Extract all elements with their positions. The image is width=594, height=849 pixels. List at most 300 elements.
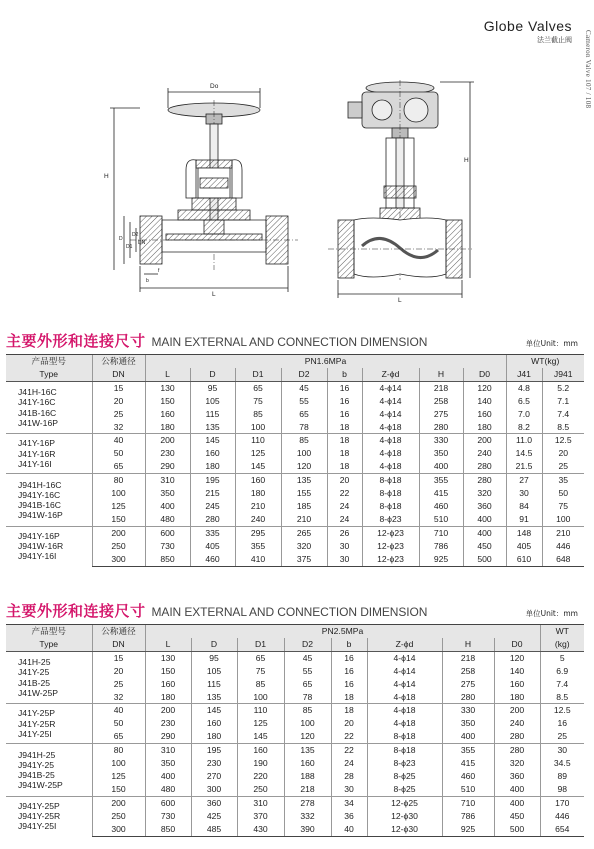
- header-dn-cn: 公称通径: [92, 355, 145, 368]
- table-cell: 125: [237, 717, 284, 730]
- table-cell: 18: [327, 460, 362, 473]
- header-type-en: Type: [6, 638, 92, 651]
- table-cell: 4-ϕ14: [362, 395, 419, 408]
- table-row: [6, 717, 584, 730]
- table-cell: 150: [92, 513, 145, 526]
- model-name: J941B-25: [18, 769, 55, 780]
- table-row: [6, 421, 584, 434]
- model-name: J41Y-16R: [18, 448, 56, 459]
- table-cell: 430: [237, 823, 284, 836]
- table-cell: 125: [92, 500, 145, 513]
- label-dn: DN: [138, 240, 146, 246]
- dimension-table-pn16: [6, 354, 584, 567]
- table-cell: 25: [92, 678, 145, 691]
- table-cell: 18: [331, 704, 367, 717]
- section-title-en: MAIN EXTERNAL AND CONNECTION DIMENSION: [151, 335, 428, 349]
- table-cell: 610: [506, 553, 542, 566]
- table-cell: 400: [463, 526, 506, 539]
- table-cell: 4-ϕ14: [367, 651, 442, 664]
- table-cell: 4-ϕ14: [362, 381, 419, 394]
- table-cell: 320: [281, 540, 327, 553]
- table-cell: 135: [190, 421, 235, 434]
- table-cell: 320: [494, 757, 540, 770]
- model-name: J41Y-25: [18, 667, 50, 678]
- table-cell: 278: [284, 796, 331, 809]
- header-pressure: PN1.6MPa: [145, 355, 506, 368]
- table-cell: 210: [281, 513, 327, 526]
- table-cell: 200: [463, 434, 506, 447]
- table-cell: 4-ϕ18: [367, 704, 442, 717]
- table-cell: 65: [237, 651, 284, 664]
- table-cell: 280: [442, 691, 494, 704]
- table-cell: 850: [145, 553, 190, 566]
- header-col-d2: D2: [281, 368, 327, 381]
- header-col-d: D: [190, 368, 235, 381]
- table-cell: 25: [540, 730, 584, 743]
- table-cell: 4-ϕ18: [367, 717, 442, 730]
- table-row: [6, 460, 584, 473]
- table-cell: 12-ϕ25: [367, 796, 442, 809]
- section-title-cn: 主要外形和连接尺寸: [6, 602, 146, 620]
- table-cell: 8.2: [506, 421, 542, 434]
- table-cell: 4-ϕ18: [362, 447, 419, 460]
- table-cell: 160: [237, 744, 284, 757]
- table-row: [6, 783, 584, 796]
- table-cell: 120: [281, 460, 327, 473]
- table-cell: 200: [92, 796, 145, 809]
- table-cell: 16: [327, 395, 362, 408]
- header-col-d2: D2: [284, 638, 331, 651]
- header-col-d1: D1: [237, 638, 284, 651]
- table-cell: 8-ϕ18: [362, 500, 419, 513]
- header-col-wt-j41: J41: [506, 368, 542, 381]
- table-cell: 400: [494, 796, 540, 809]
- table-header-row: [6, 625, 584, 638]
- table-cell: 400: [463, 513, 506, 526]
- table-row: [6, 796, 584, 809]
- table-cell: 710: [442, 796, 494, 809]
- table-cell: 55: [284, 665, 331, 678]
- table-cell: 405: [506, 540, 542, 553]
- table-cell: 4-ϕ14: [362, 408, 419, 421]
- table-cell: 35: [542, 474, 584, 487]
- header-col-b: b: [327, 368, 362, 381]
- table-cell: 332: [284, 810, 331, 823]
- table-cell: 12-ϕ30: [367, 810, 442, 823]
- table-cell: 125: [235, 447, 281, 460]
- table-cell: 480: [145, 513, 190, 526]
- table-cell: 190: [237, 757, 284, 770]
- table-cell: 265: [281, 526, 327, 539]
- table-cell: 32: [92, 691, 145, 704]
- table-cell: 240: [463, 447, 506, 460]
- table-cell: 18: [327, 447, 362, 460]
- table-cell: 130: [145, 381, 190, 394]
- table-cell: 16: [331, 651, 367, 664]
- table-row: [6, 691, 584, 704]
- table-cell: 230: [145, 447, 190, 460]
- table-cell: 210: [235, 500, 281, 513]
- table-cell: 110: [235, 434, 281, 447]
- table-cell: 24: [327, 513, 362, 526]
- table-cell: 120: [463, 381, 506, 394]
- table-cell: 5.2: [542, 381, 584, 394]
- table-cell: 180: [235, 487, 281, 500]
- table-cell: 12-ϕ23: [362, 526, 419, 539]
- table-cell: 310: [145, 744, 191, 757]
- table-cell: 8-ϕ23: [362, 513, 419, 526]
- model-list: [6, 704, 92, 744]
- table-cell: 200: [145, 704, 191, 717]
- table-cell: 40: [92, 704, 145, 717]
- table-cell: 275: [442, 678, 494, 691]
- table-cell: 135: [284, 744, 331, 757]
- electric-globe-valve-drawing: [328, 80, 474, 298]
- table-cell: 20: [331, 717, 367, 730]
- table-cell: 600: [145, 796, 191, 809]
- table-cell: 180: [463, 421, 506, 434]
- manual-globe-valve-drawing: [110, 88, 298, 292]
- table-cell: 240: [494, 717, 540, 730]
- table-cell: 188: [284, 770, 331, 783]
- table-row: [6, 810, 584, 823]
- model-name: J941Y-25: [18, 759, 54, 770]
- header-weight: WT(kg): [506, 355, 584, 368]
- table-cell: 310: [237, 796, 284, 809]
- header-col-l: L: [145, 368, 190, 381]
- label-do: Do: [210, 83, 219, 90]
- model-name: J41H-16C: [18, 387, 57, 398]
- table-cell: 4-ϕ18: [367, 691, 442, 704]
- table-cell: 160: [145, 408, 190, 421]
- table-cell: 460: [419, 500, 463, 513]
- table-cell: 120: [284, 730, 331, 743]
- label-l: L: [212, 291, 216, 298]
- table-cell: 4-ϕ18: [362, 421, 419, 434]
- table-cell: 95: [190, 381, 235, 394]
- label-b: b: [146, 278, 149, 284]
- table-cell: 710: [419, 526, 463, 539]
- model-name: J41W-16P: [18, 417, 58, 428]
- header-col-zd: Z-ϕd: [362, 368, 419, 381]
- header-dn-en: DN: [92, 638, 145, 651]
- header-dn-en: DN: [92, 368, 145, 381]
- table-row: [6, 823, 584, 836]
- table-cell: 45: [284, 651, 331, 664]
- table-cell: 275: [419, 408, 463, 421]
- table-cell: 24: [327, 500, 362, 513]
- section-title-en: MAIN EXTERNAL AND CONNECTION DIMENSION: [151, 605, 428, 619]
- table-cell: 100: [281, 447, 327, 460]
- table-cell: 300: [191, 783, 237, 796]
- table-cell: 105: [191, 665, 237, 678]
- table-cell: 148: [506, 526, 542, 539]
- table-cell: 6.9: [540, 665, 584, 678]
- table-cell: 310: [145, 474, 190, 487]
- table-cell: 510: [442, 783, 494, 796]
- model-name: J941Y-25P: [18, 801, 60, 812]
- table-header-row: [6, 355, 584, 368]
- table-cell: 290: [145, 730, 191, 743]
- table-cell: 100: [235, 421, 281, 434]
- table-cell: 150: [145, 395, 190, 408]
- table-cell: 210: [542, 526, 584, 539]
- table-cell: 7.1: [542, 395, 584, 408]
- table-row: [6, 434, 584, 447]
- table-cell: 135: [281, 474, 327, 487]
- table-cell: 95: [191, 651, 237, 664]
- table-cell: 280: [463, 460, 506, 473]
- header-type-en: Type: [6, 368, 92, 381]
- table-cell: 250: [92, 810, 145, 823]
- table-cell: 125: [92, 770, 145, 783]
- table-cell: 12.5: [540, 704, 584, 717]
- section-title-pn25: [6, 600, 427, 618]
- table-cell: 120: [494, 651, 540, 664]
- table-cell: 20: [92, 665, 145, 678]
- table-cell: 12-ϕ23: [362, 540, 419, 553]
- table-cell: 80: [92, 474, 145, 487]
- table-cell: 218: [284, 783, 331, 796]
- model-name: J41Y-16P: [18, 438, 55, 449]
- table-row: [6, 487, 584, 500]
- table-cell: 18: [327, 434, 362, 447]
- model-list: [6, 744, 92, 797]
- table-cell: 485: [191, 823, 237, 836]
- table-cell: 75: [542, 500, 584, 513]
- table-cell: 14.5: [506, 447, 542, 460]
- label-d: D: [119, 236, 123, 242]
- table-cell: 258: [419, 395, 463, 408]
- table-cell: 65: [284, 678, 331, 691]
- table-cell: 185: [281, 500, 327, 513]
- table-cell: 50: [92, 447, 145, 460]
- table-cell: 40: [92, 434, 145, 447]
- unit-label: 单位Unit：mm: [525, 339, 578, 348]
- table-cell: 12-ϕ23: [362, 553, 419, 566]
- label-d1: D1: [126, 244, 133, 250]
- model-name: J941H-16C: [18, 479, 62, 490]
- table-cell: 295: [235, 526, 281, 539]
- table-cell: 150: [145, 665, 191, 678]
- table-cell: 55: [281, 395, 327, 408]
- table-cell: 12.5: [542, 434, 584, 447]
- table-cell: 110: [237, 704, 284, 717]
- label-h: H: [104, 173, 109, 180]
- label-f: f: [158, 268, 160, 274]
- table-cell: 89: [540, 770, 584, 783]
- table-cell: 180: [190, 460, 235, 473]
- table-cell: 8-ϕ23: [367, 757, 442, 770]
- table-cell: 360: [191, 796, 237, 809]
- table-cell: 215: [190, 487, 235, 500]
- table-cell: 400: [419, 460, 463, 473]
- table-cell: 85: [235, 408, 281, 421]
- model-name: J41Y-25P: [18, 708, 55, 719]
- table-cell: 200: [145, 434, 190, 447]
- label-h-right: H: [464, 157, 469, 164]
- table-cell: 16: [331, 665, 367, 678]
- table-cell: 180: [145, 691, 191, 704]
- table-cell: 280: [494, 744, 540, 757]
- table-cell: 460: [190, 553, 235, 566]
- table-cell: 5: [540, 651, 584, 664]
- table-cell: 160: [494, 678, 540, 691]
- page-title: Globe Valves: [483, 18, 572, 34]
- table-row: [6, 381, 584, 394]
- table-cell: 280: [419, 421, 463, 434]
- table-cell: 218: [442, 651, 494, 664]
- table-cell: 85: [237, 678, 284, 691]
- table-cell: 160: [235, 474, 281, 487]
- table-cell: 100: [284, 717, 331, 730]
- table-cell: 160: [463, 408, 506, 421]
- table-cell: 20: [92, 395, 145, 408]
- table-cell: 135: [191, 691, 237, 704]
- table-cell: 500: [494, 823, 540, 836]
- side-page-label: Cameron Valve 107 / 108: [584, 30, 592, 109]
- table-row: [6, 651, 584, 664]
- table-cell: 195: [190, 474, 235, 487]
- table-cell: 400: [442, 730, 494, 743]
- table-cell: 65: [281, 408, 327, 421]
- table-cell: 28: [331, 770, 367, 783]
- label-d2: D2: [132, 232, 139, 238]
- table-cell: 850: [145, 823, 191, 836]
- table-cell: 145: [190, 434, 235, 447]
- table-cell: 50: [542, 487, 584, 500]
- table-cell: 330: [419, 434, 463, 447]
- table-cell: 6.5: [506, 395, 542, 408]
- table-cell: 786: [419, 540, 463, 553]
- header-pressure: PN2.5MPa: [145, 625, 540, 638]
- table-cell: 510: [419, 513, 463, 526]
- table-cell: 355: [419, 474, 463, 487]
- table-cell: 7.4: [540, 678, 584, 691]
- table-cell: 15: [92, 381, 145, 394]
- table-cell: 25: [542, 460, 584, 473]
- model-name: J941Y-16P: [18, 531, 60, 542]
- table-cell: 100: [542, 513, 584, 526]
- table-cell: 170: [540, 796, 584, 809]
- table-cell: 280: [494, 730, 540, 743]
- table-cell: 258: [442, 665, 494, 678]
- model-name: J41W-25P: [18, 687, 58, 698]
- table-cell: 155: [281, 487, 327, 500]
- table-row: [6, 757, 584, 770]
- valve-technical-drawing: [100, 70, 480, 306]
- table-cell: 140: [463, 395, 506, 408]
- model-name: J941Y-16I: [18, 551, 57, 562]
- table-cell: 22: [327, 487, 362, 500]
- table-cell: 200: [92, 526, 145, 539]
- table-cell: 300: [92, 553, 145, 566]
- model-list: [6, 381, 92, 434]
- table-cell: 98: [540, 783, 584, 796]
- table-cell: 250: [237, 783, 284, 796]
- table-cell: 26: [327, 526, 362, 539]
- table-cell: 600: [145, 526, 190, 539]
- table-cell: 460: [442, 770, 494, 783]
- table-cell: 446: [540, 810, 584, 823]
- table-cell: 218: [419, 381, 463, 394]
- header-col-d1: D1: [235, 368, 281, 381]
- table-cell: 450: [494, 810, 540, 823]
- table-cell: 105: [190, 395, 235, 408]
- table-cell: 240: [235, 513, 281, 526]
- header-col-b: b: [331, 638, 367, 651]
- table-cell: 8-ϕ25: [367, 783, 442, 796]
- table-cell: 290: [145, 460, 190, 473]
- table-cell: 78: [281, 421, 327, 434]
- table-cell: 18: [331, 691, 367, 704]
- table-cell: 300: [92, 823, 145, 836]
- table-cell: 25: [92, 408, 145, 421]
- table-cell: 730: [145, 810, 191, 823]
- table-cell: 4-ϕ18: [362, 460, 419, 473]
- table-cell: 355: [235, 540, 281, 553]
- model-name: J941W-16P: [18, 510, 63, 521]
- table-cell: 145: [235, 460, 281, 473]
- model-list: [6, 434, 92, 474]
- table-cell: 11.0: [506, 434, 542, 447]
- table-row: [6, 408, 584, 421]
- table-cell: 8-ϕ18: [362, 487, 419, 500]
- table-cell: 160: [191, 717, 237, 730]
- table-cell: 80: [92, 744, 145, 757]
- table-cell: 425: [191, 810, 237, 823]
- table-cell: 50: [92, 717, 145, 730]
- table-cell: 16: [327, 408, 362, 421]
- table-cell: 36: [331, 810, 367, 823]
- table-row: [6, 474, 584, 487]
- table-cell: 180: [494, 691, 540, 704]
- header-col-h: H: [419, 368, 463, 381]
- table-cell: 450: [463, 540, 506, 553]
- header-col-d: D: [191, 638, 237, 651]
- page-subtitle: 法兰截止阀: [537, 36, 572, 44]
- table-cell: 8.5: [540, 691, 584, 704]
- table-cell: 360: [463, 500, 506, 513]
- model-list: [6, 474, 92, 527]
- table-cell: 140: [494, 665, 540, 678]
- model-name: J941B-16C: [18, 499, 61, 510]
- table-cell: 75: [237, 665, 284, 678]
- table-cell: 115: [190, 408, 235, 421]
- header-col-wt-j941: J941: [542, 368, 584, 381]
- table-row: [6, 526, 584, 539]
- header-col-wt-unit: (kg): [540, 638, 584, 651]
- section-title-pn16: [6, 330, 427, 348]
- table-cell: 375: [281, 553, 327, 566]
- table-cell: 22: [331, 730, 367, 743]
- header-type-cn: 产品型号: [6, 355, 92, 368]
- model-list: [6, 526, 92, 566]
- table-row: [6, 704, 584, 717]
- table-row: [6, 730, 584, 743]
- table-row: [6, 513, 584, 526]
- table-cell: 730: [145, 540, 190, 553]
- label-l-right: L: [398, 297, 402, 304]
- table-cell: 250: [92, 540, 145, 553]
- table-cell: 180: [191, 730, 237, 743]
- table-cell: 350: [145, 757, 191, 770]
- dimension-table-pn25: [6, 624, 584, 837]
- table-row: [6, 500, 584, 513]
- table-cell: 16: [327, 381, 362, 394]
- table-cell: 220: [237, 770, 284, 783]
- table-cell: 145: [191, 704, 237, 717]
